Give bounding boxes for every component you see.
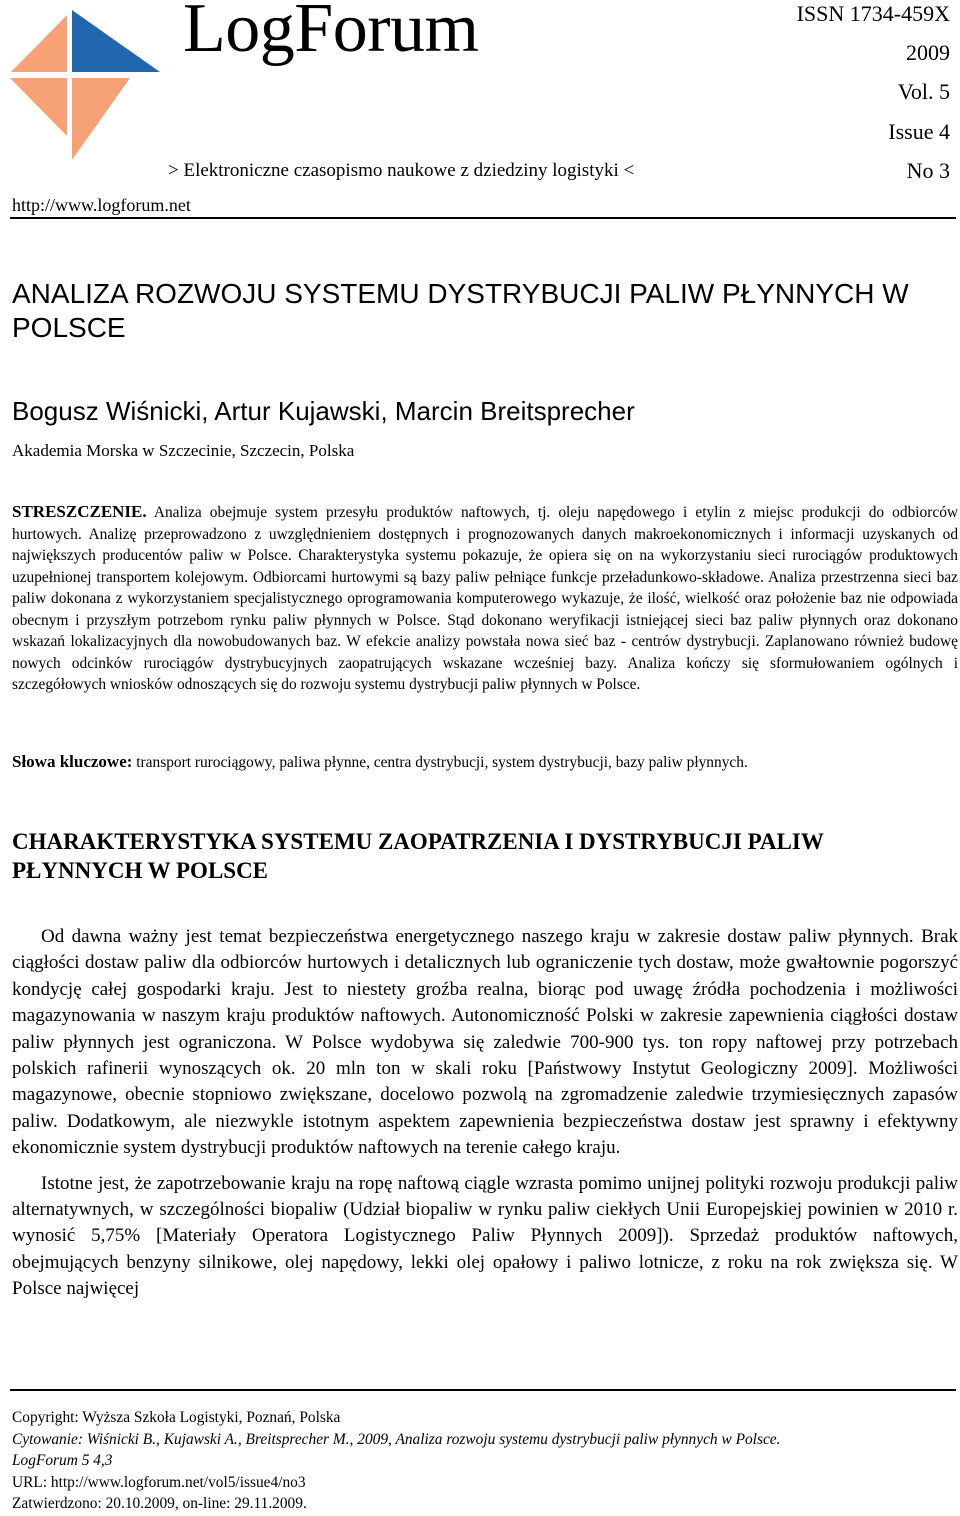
volume: Vol. 5 [897,79,950,104]
footer-divider [10,1389,956,1391]
abstract-text-condensed: Analiza obejmuje system przesyłu produktów naftowych, tj. oleju napędowego i etylin z miejsc produkcji do odbiorców hurtowych. [12,504,958,543]
abstract-label: STRESZCZENIE. [12,502,147,521]
approval-dates: Zatwierdzono: 20.10.2009, on-line: 29.11.2009. [12,1495,307,1512]
logo-orange-right [72,78,130,160]
body-paragraph: Istotne jest, że zapotrzebowanie kraju na ropę naftową ciągle wzrasta pomimo unijnej polityki rozwoju produkcji paliw alternatywnych, w szczególności biopaliw (Udział biopaliw w rynku paliw ciekłych Unii Europejskiej powinien w 2010 r. wynosić 5,75% [Materiały Operatora Logistycznego Paliw Płynnych 2009]). Sprzedaż produktów naftowych, obejmujących benzyny silnikowe, olej napędowy, lekki olej opałowy i paliwo lotnicze, z roku na rok zwiększa się. W Polsce najwięcej [12,1172,958,1300]
section-heading: CHARAKTERYSTYKA SYSTEMU ZAOPATRZENIA I DYSTRYBUCJI PALIW PŁYNNYCH W POLSCE [12,829,824,883]
keywords [12,751,958,774]
journal-tagline: > Elektroniczne czasopismo naukowe z dziedziny logistyki < [168,160,635,181]
logo-orange-top [11,15,67,72]
header-divider [10,217,956,219]
section-body [12,924,958,1303]
journal-url[interactable]: http://www.logforum.net [12,195,191,215]
logforum-logo [10,10,160,160]
abstract [12,501,958,696]
keywords-text: transport rurociągowy, paliwa płynne, centra dystrybucji, system dystrybucji, bazy paliw płynnych. [136,754,748,771]
copyright: Copyright: Wyższa Szkoła Logistyki, Poznań, Polska [12,1409,341,1426]
article-authors: Bogusz Wiśnicki, Artur Kujawski, Marcin Breitsprecher [12,396,635,426]
keywords-label: Słowa kluczowe: [12,752,133,771]
issn: ISSN 1734-459X [796,1,950,26]
logo-orange-bottom [10,78,67,136]
journal-reference: LogForum 5 4,3 [12,1452,113,1469]
abstract-text: Analizę przeprowadzono z uwzględnieniem dostępnych i prognozowanych danych makroekonomicznych i informacji uzyskanych od największych producentów paliw w Polsce. Charakterystyka systemu pokazuje, że opiera się on na wykorzystaniu sieci rurociągów produktowych uzupełnionej transportem kolejowym. Odbiorcami hurtowymi są bazy paliw pełniące funkcje przeładunkowo-składowe. Analiza przestrzenna sieci baz paliw dokonana z wykorzystaniem specjalistycznego oprogramowania komputerowego wykazuje, że ilość, wielkość oraz położenie baz nie odpowiada obecnym i przyszłym potrzebom rynku paliw płynnych w Polsce. Stąd dokonano weryfikacji istniejącej sieci baz paliw płynnych oraz dokonano wskazań lokalizacyjnych dla nowobudowanych baz. W efekcie analizy powstała nowa sieć baz - centrów dystrybucji. Zaplanowano również budowę nowych odcinków rurociągów dystrybucyjnych zaopatrujących wskazane wcześniej bazy. Analiza kończy się sformułowaniem ogólnych i szczegółowych wniosków odnoszących się do rozwoju systemu dystrybucji paliw płynnych w Polsce. [12,525,959,693]
article-title: ANALIZA ROZWOJU SYSTEMU DYSTRYBUCJI PALIW PŁYNNYCH W POLSCE [12,278,909,343]
article-number: No 3 [906,158,950,183]
issue: Issue 4 [888,119,950,144]
journal-brand: LogForum [183,0,479,67]
article-url[interactable]: URL: http://www.logforum.net/vol5/issue4/no3 [12,1473,306,1491]
year: 2009 [906,40,950,65]
logo-blue-triangle [72,10,160,72]
citation: Cytowanie: Wiśnicki B., Kujawski A., Breitsprecher M., 2009, Analiza rozwoju systemu dystrybucji paliw płynnych w Polsce. [12,1430,781,1448]
footer [12,1407,958,1515]
author-affiliation: Akademia Morska w Szczecinie, Szczecin, Polska [12,441,355,460]
body-paragraph: Od dawna ważny jest temat bezpieczeństwa energetycznego naszego kraju w zakresie dostaw paliw płynnych. Brak ciągłości dostaw paliw dla odbiorców hurtowych i detalicznych lub ograniczenie tych dostaw, może gwałtownie pogorszyć kondycję całej gospodarki kraju. Jest to niestety groźba realna, biorąc pod uwagę źródła pochodzenia i możliwości magazynowania w naszym kraju produktów naftowych. Autonomiczność Polski w zakresie zapewnienia ciągłości dostaw paliw płynnych jest ograniczona. W Polsce wydobywa się zaledwie 700-900 tys. ton ropy naftowej przy potrzebach polskich rafinerii wynoszących ok. 20 mln ton w skali roku [Państwowy Instytut Geologiczny 2009]. Możliwości magazynowe, obecnie stopniowo zwiększane, docelowo pozwolą na zgromadzenie zaledwie trzymiesięcznych zapasów paliw. Dodatkowym, ale niezwykle istotnym aspektem zapewnienia bezpieczeństwa dostaw jest sprawny i efektywny ekonomicznie system dystrybucji produktów naftowych na terenie całego kraju. [12,926,958,1159]
